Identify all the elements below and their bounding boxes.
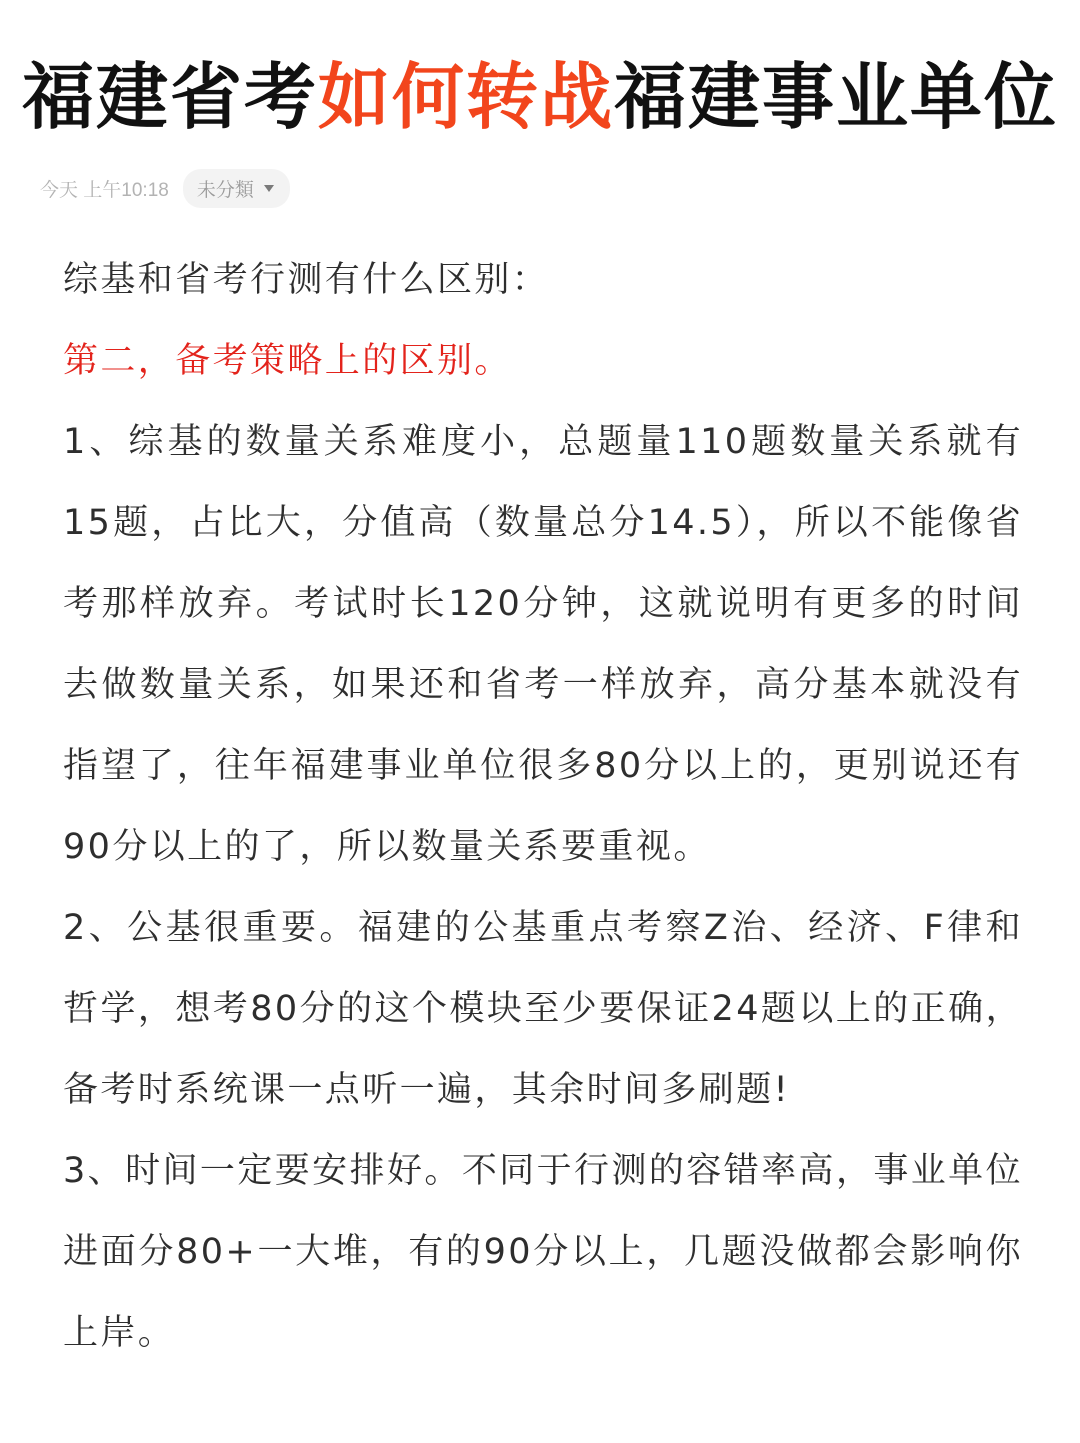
category-label: 未分類	[196, 179, 254, 201]
title-highlight: 如何转战	[317, 55, 614, 139]
section-subtitle: 第二，备考策略上的区别。	[63, 341, 512, 381]
category-dropdown[interactable]	[183, 169, 290, 208]
point-1-paragraph: 1、综基的数量关系难度小，总题量110题数量关系就有15题，占比大，分值高（数量总分14.5），所以不能像省考那样放弃。考试时长120分钟，这就说明有更多的时间去做数量关系，如果还和省考一样放弃，高分基本就没有指望了，往年福建事业单位很多80分以上的，更别说还有90分以上的了，所以数量关系要重视。	[63, 422, 1023, 867]
point-3-paragraph: 3、时间一定要安排好。不同于行测的容错率高，事业单位进面分80+一大堆，有的90分以上，几题没做都会影响你上岸。	[63, 1151, 1023, 1353]
caret-down-icon	[264, 185, 274, 192]
intro-paragraph: 综基和省考行测有什么区别：	[63, 260, 550, 300]
page-title	[0, 52, 1080, 142]
note-meta-bar	[40, 168, 290, 208]
title-part-2: 福建事业单位	[614, 55, 1059, 139]
timestamp: 今天 上午10:18	[40, 179, 169, 201]
note-body	[63, 240, 1023, 1374]
point-2-paragraph: 2、公基很重要。福建的公基重点考察Z治、经济、F律和哲学，想考80分的这个模块至少要保证24题以上的正确，备考时系统课一点听一遍，其余时间多刷题!	[63, 908, 1023, 1110]
title-part-1: 福建省考	[21, 55, 318, 139]
